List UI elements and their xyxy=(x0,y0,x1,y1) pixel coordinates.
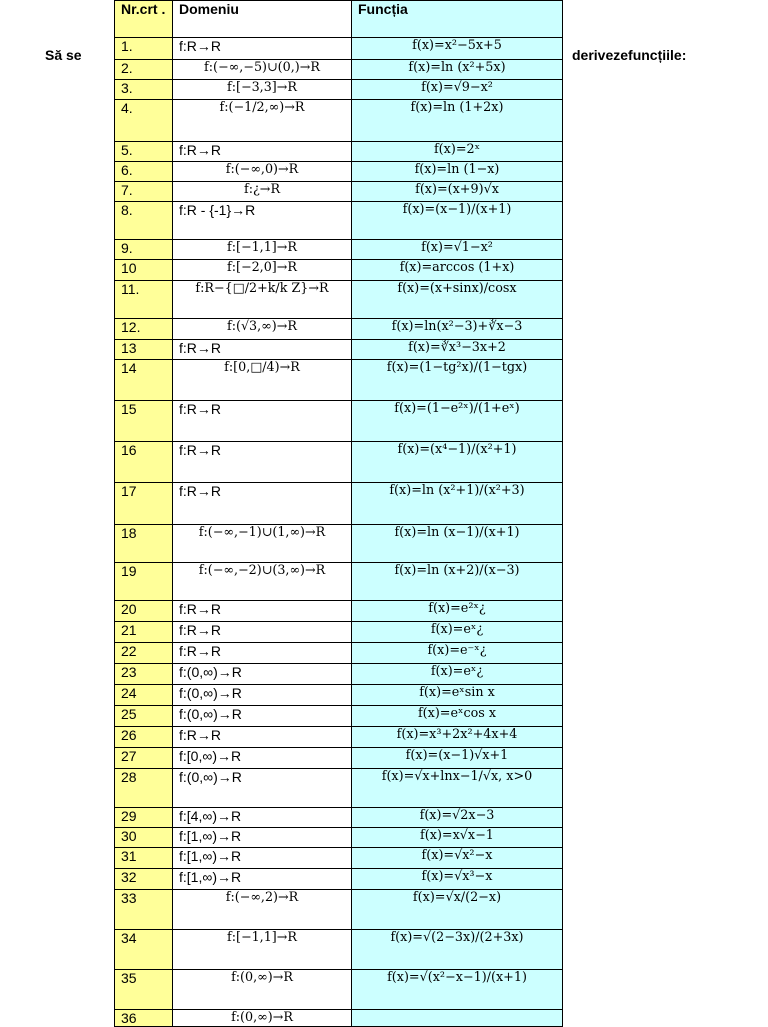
row-number: 24 xyxy=(115,685,173,706)
function-cell xyxy=(352,60,563,80)
row-number: 9. xyxy=(115,240,173,260)
domain-cell xyxy=(173,182,352,202)
domain-text: f:(−∞,2)→R xyxy=(225,890,299,905)
function-cell xyxy=(352,769,563,808)
header-function: Funcția xyxy=(352,1,563,38)
domain-cell: f:R→R xyxy=(173,340,352,360)
function-formula: f(x)=(x+9)√x xyxy=(415,182,499,197)
function-formula: f(x)=x√x−1 xyxy=(420,828,494,843)
table-row xyxy=(115,100,563,142)
row-number: 34 xyxy=(115,930,173,970)
function-formula: f(x)=ln (x−1)/(x+1) xyxy=(394,525,520,540)
row-number: 19 xyxy=(115,563,173,601)
domain-text: f:(−1/2,∞)→R xyxy=(219,100,305,115)
function-formula: f(x)=√(x²−x−1)/(x+1) xyxy=(387,970,527,985)
intro-text-left: Să se xyxy=(45,47,82,63)
domain-cell xyxy=(173,281,352,319)
function-formula: f(x)=(x⁴−1)/(x²+1) xyxy=(397,442,517,457)
domain-text: f:(0,∞)→R xyxy=(231,1010,293,1025)
domain-cell: f:(0,∞)→R xyxy=(173,685,352,706)
table-row xyxy=(115,319,563,340)
function-formula: f(x)=(x+sinx)/cosx xyxy=(397,281,517,296)
domain-cell xyxy=(173,563,352,601)
row-number: 14 xyxy=(115,360,173,401)
function-formula: f(x)=eˣ¿ xyxy=(430,664,484,679)
function-formula: f(x)=eˣsin x xyxy=(419,685,495,700)
table-row xyxy=(115,360,563,401)
domain-cell: f:[1,∞)→R xyxy=(173,828,352,848)
domain-cell xyxy=(173,525,352,563)
domain-cell xyxy=(173,319,352,340)
domain-cell: f:R→R xyxy=(173,622,352,643)
domain-cell: f:[1,∞)→R xyxy=(173,848,352,869)
table-row xyxy=(115,563,563,601)
domain-text: f:(√3,∞)→R xyxy=(227,319,297,334)
table-row xyxy=(115,685,563,706)
row-number: 31 xyxy=(115,848,173,869)
function-formula: f(x)=x²−5x+5 xyxy=(412,38,502,53)
function-formula: f(x)=arccos (1+x) xyxy=(399,260,515,275)
domain-cell xyxy=(173,162,352,182)
row-number: 21 xyxy=(115,622,173,643)
domain-cell: f:(0,∞)→R xyxy=(173,664,352,685)
function-cell xyxy=(352,319,563,340)
function-formula: f(x)=eˣ¿ xyxy=(430,622,484,637)
row-number: 1. xyxy=(115,38,173,60)
domain-text: f:(−∞,−5)∪(0,)→R xyxy=(204,60,320,75)
function-formula: f(x)=√1−x² xyxy=(421,240,493,255)
function-cell xyxy=(352,202,563,240)
row-number: 29 xyxy=(115,808,173,828)
row-number: 10 xyxy=(115,260,173,281)
function-cell xyxy=(352,601,563,622)
domain-text: f:[0,□/4)→R xyxy=(224,360,300,375)
row-number: 11. xyxy=(115,281,173,319)
table-row xyxy=(115,442,563,483)
row-number: 5. xyxy=(115,142,173,162)
function-formula: f(x)=eˣcos x xyxy=(417,706,497,721)
row-number: 12. xyxy=(115,319,173,340)
function-cell xyxy=(352,162,563,182)
table-header-row xyxy=(115,1,563,38)
function-cell xyxy=(352,525,563,563)
function-cell xyxy=(352,182,563,202)
function-cell xyxy=(352,643,563,664)
table-row xyxy=(115,525,563,563)
table-row xyxy=(115,142,563,162)
domain-text: f:[−1,1]→R xyxy=(226,240,298,255)
row-number: 13 xyxy=(115,340,173,360)
row-number: 16 xyxy=(115,442,173,483)
function-cell xyxy=(352,401,563,442)
domain-cell xyxy=(173,970,352,1010)
table-row xyxy=(115,240,563,260)
domain-text: f:[−1,1]→R xyxy=(226,930,298,945)
domain-text: f:R−{□/2+k/k Z}→R xyxy=(195,281,329,296)
table-row xyxy=(115,727,563,748)
table-row xyxy=(115,162,563,182)
function-formula: f(x)=√x/(2−x) xyxy=(412,890,502,905)
domain-cell xyxy=(173,890,352,930)
table-row xyxy=(115,769,563,808)
function-cell xyxy=(352,808,563,828)
row-number: 18 xyxy=(115,525,173,563)
row-number: 3. xyxy=(115,80,173,100)
function-formula: f(x)=x³+2x²+4x+4 xyxy=(396,727,518,742)
table-row xyxy=(115,202,563,240)
function-cell xyxy=(352,260,563,281)
function-cell xyxy=(352,706,563,727)
function-cell xyxy=(352,38,563,60)
domain-text: f:(−∞,−2)∪(3,∞)→R xyxy=(198,563,326,578)
function-formula: f(x)=2ˣ xyxy=(433,142,481,157)
row-number: 15 xyxy=(115,401,173,442)
row-number: 7. xyxy=(115,182,173,202)
domain-cell: f:[0,∞)→R xyxy=(173,748,352,769)
domain-text: f:(0,∞)→R xyxy=(231,970,293,985)
function-formula: f(x)=ln (1−x) xyxy=(414,162,500,177)
row-number: 2. xyxy=(115,60,173,80)
function-cell xyxy=(352,281,563,319)
table-row xyxy=(115,260,563,281)
row-number: 17 xyxy=(115,483,173,525)
function-formula: f(x)=√2x−3 xyxy=(419,808,495,823)
row-number: 33 xyxy=(115,890,173,930)
function-cell xyxy=(352,240,563,260)
table-row xyxy=(115,930,563,970)
row-number: 36 xyxy=(115,1010,173,1027)
function-cell xyxy=(352,727,563,748)
row-number: 26 xyxy=(115,727,173,748)
function-formula: f(x)=ln (x²+1)/(x²+3) xyxy=(389,483,525,498)
function-cell xyxy=(352,890,563,930)
function-cell xyxy=(352,664,563,685)
domain-text: f:(−∞,0)→R xyxy=(225,162,299,177)
domain-cell xyxy=(173,60,352,80)
table-row xyxy=(115,748,563,769)
domain-cell xyxy=(173,360,352,401)
row-number: 30 xyxy=(115,828,173,848)
derivatives-table xyxy=(114,0,563,1027)
domain-cell: f:R→R xyxy=(173,601,352,622)
domain-text: f:[−3,3]→R xyxy=(226,80,298,95)
domain-cell: f:(0,∞)→R xyxy=(173,706,352,727)
domain-cell xyxy=(173,930,352,970)
function-cell xyxy=(352,360,563,401)
function-cell xyxy=(352,142,563,162)
domain-cell: f:R→R xyxy=(173,643,352,664)
function-formula: f(x)=e²ˣ¿ xyxy=(428,601,486,616)
row-number: 27 xyxy=(115,748,173,769)
domain-cell xyxy=(173,260,352,281)
function-formula: f(x)=(x−1)/(x+1) xyxy=(402,202,512,217)
header-nr: Nr.crt . xyxy=(115,1,173,38)
function-cell xyxy=(352,869,563,890)
function-cell xyxy=(352,340,563,360)
table-row xyxy=(115,970,563,1010)
domain-cell xyxy=(173,240,352,260)
table-row xyxy=(115,80,563,100)
function-cell xyxy=(352,848,563,869)
row-number: 8. xyxy=(115,202,173,240)
domain-cell: f:R→R xyxy=(173,38,352,60)
function-formula: f(x)=(x−1)√x+1 xyxy=(405,748,509,763)
table-row xyxy=(115,643,563,664)
table-row xyxy=(115,848,563,869)
row-number: 23 xyxy=(115,664,173,685)
domain-cell: f:R→R xyxy=(173,727,352,748)
function-formula: f(x)=√9−x² xyxy=(421,80,493,95)
table-row xyxy=(115,890,563,930)
row-number: 20 xyxy=(115,601,173,622)
header-domain: Domeniu xyxy=(173,1,352,38)
table-row xyxy=(115,622,563,643)
function-formula: f(x)=ln (x+2)/(x−3) xyxy=(394,563,520,578)
domain-cell: f:R→R xyxy=(173,483,352,525)
domain-cell xyxy=(173,80,352,100)
function-cell xyxy=(352,442,563,483)
row-number: 25 xyxy=(115,706,173,727)
function-formula: f(x)=√x²−x xyxy=(421,848,493,863)
table-row xyxy=(115,869,563,890)
function-cell xyxy=(352,100,563,142)
function-cell xyxy=(352,970,563,1010)
function-formula: f(x)=√x³−x xyxy=(421,869,493,884)
table-row xyxy=(115,483,563,525)
function-formula: f(x)=∛x³−3x+2 xyxy=(408,340,506,355)
domain-cell: f:R→R xyxy=(173,142,352,162)
function-cell xyxy=(352,80,563,100)
table-row xyxy=(115,808,563,828)
table-row xyxy=(115,828,563,848)
function-formula: f(x)=ln (1+2x) xyxy=(410,100,504,115)
intro-text-right: derivezefuncțiile: xyxy=(572,47,687,63)
function-formula: f(x)=√(2−3x)/(2+3x) xyxy=(390,930,524,945)
table-row xyxy=(115,706,563,727)
domain-text: f:(−∞,−1)∪(1,∞)→R xyxy=(198,525,326,540)
row-number: 6. xyxy=(115,162,173,182)
domain-cell: f:R - {-1}→R xyxy=(173,202,352,240)
function-cell xyxy=(352,622,563,643)
domain-cell xyxy=(173,100,352,142)
row-number: 28 xyxy=(115,769,173,808)
table-row xyxy=(115,60,563,80)
function-formula: f(x)=(1−e²ˣ)/(1+eˣ) xyxy=(394,401,520,416)
row-number: 4. xyxy=(115,100,173,142)
table-row xyxy=(115,38,563,60)
table-row xyxy=(115,664,563,685)
table-row xyxy=(115,182,563,202)
table-row xyxy=(115,401,563,442)
function-cell xyxy=(352,563,563,601)
function-cell xyxy=(352,930,563,970)
table-row xyxy=(115,281,563,319)
domain-cell: f:[1,∞)→R xyxy=(173,869,352,890)
domain-cell: f:R→R xyxy=(173,442,352,483)
function-formula: f(x)=e⁻ˣ¿ xyxy=(427,643,487,658)
table-row xyxy=(115,340,563,360)
function-cell xyxy=(352,483,563,525)
row-number: 22 xyxy=(115,643,173,664)
function-cell xyxy=(352,748,563,769)
table-row xyxy=(115,601,563,622)
domain-text: f:[−2,0]→R xyxy=(226,260,298,275)
function-formula: f(x)=√x+lnx−1/√x, x>0 xyxy=(381,769,533,784)
domain-cell: f:(0,∞)→R xyxy=(173,769,352,808)
function-formula: f(x)=ln(x²−3)+∛x−3 xyxy=(391,319,523,334)
domain-cell: f:R→R xyxy=(173,401,352,442)
row-number: 32 xyxy=(115,869,173,890)
row-number: 35 xyxy=(115,970,173,1010)
function-cell xyxy=(352,685,563,706)
function-formula: f(x)=(1−tg²x)/(1−tgx) xyxy=(386,360,528,375)
domain-text: f:¿→R xyxy=(243,182,281,197)
function-cell xyxy=(352,828,563,848)
function-formula: f(x)=ln (x²+5x) xyxy=(408,60,506,75)
domain-cell: f:[4,∞)→R xyxy=(173,808,352,828)
